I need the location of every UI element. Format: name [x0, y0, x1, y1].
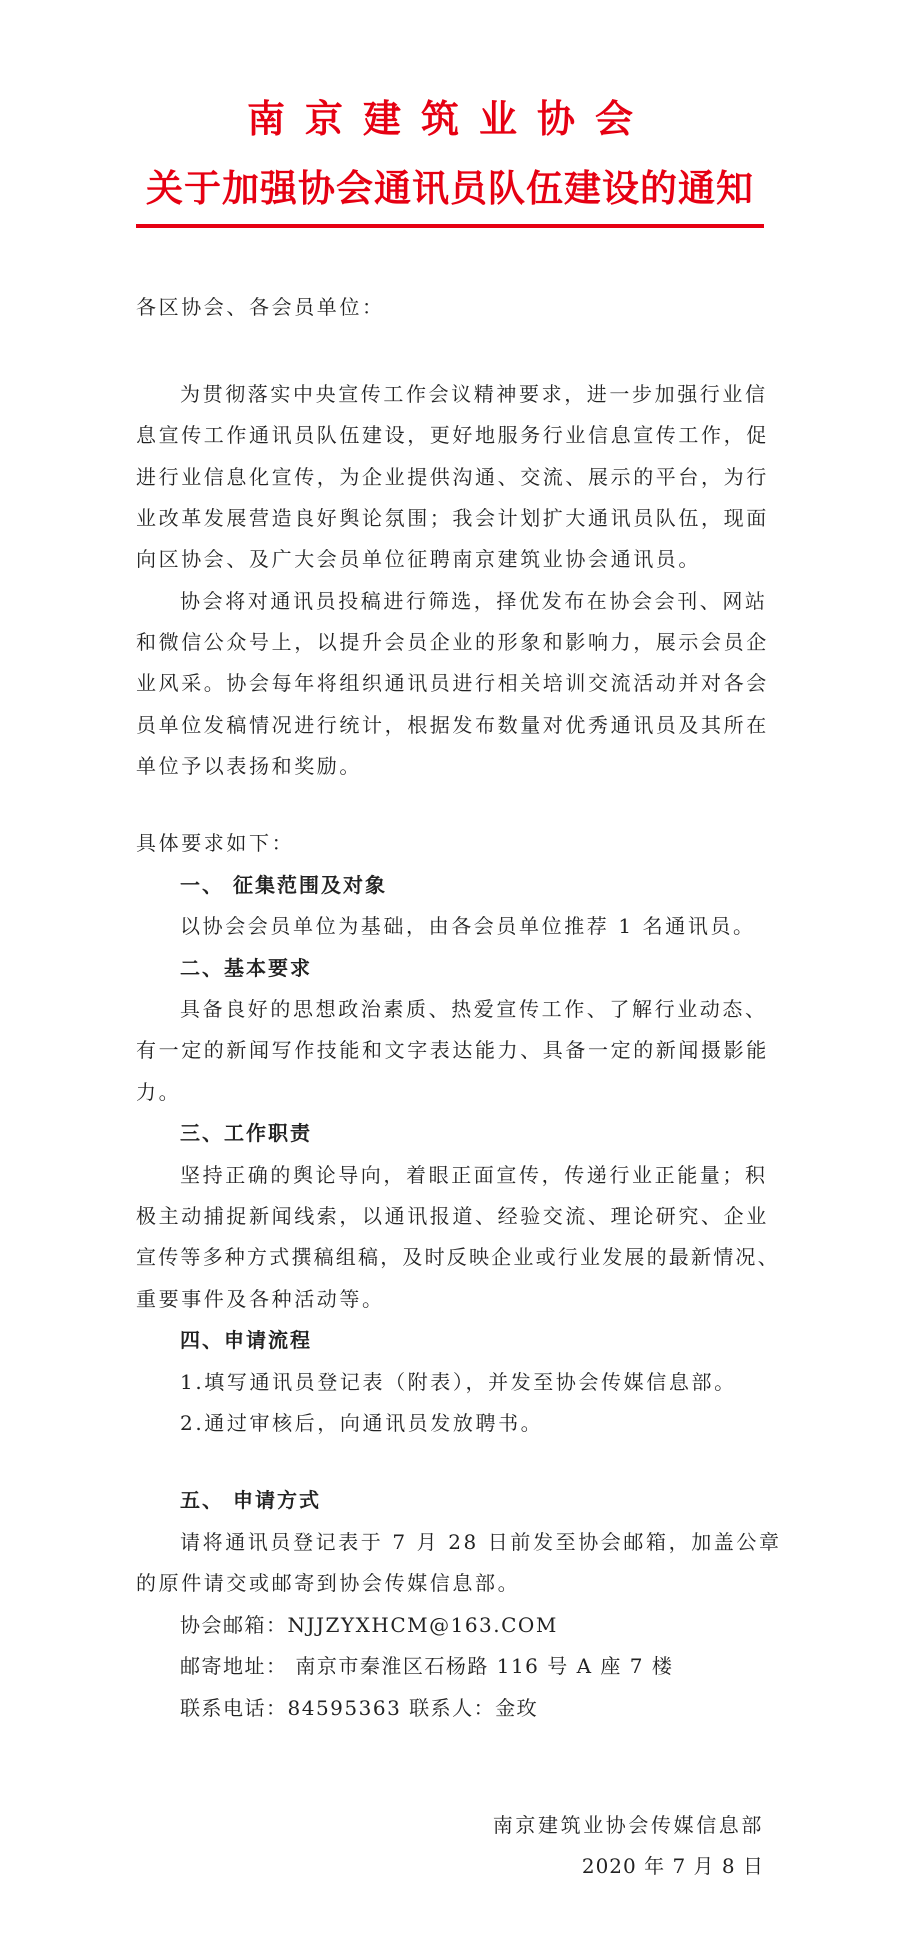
section-line: 的原件请交或邮寄到协会传媒信息部。 [136, 1571, 521, 1595]
organization-name: 南京建筑业协会 [246, 97, 653, 141]
paragraph-line: 协会将对通讯员投稿进行筛选，择优发布在协会会刊、网站 [180, 589, 768, 613]
paragraph-line: 向区协会、及广大会员单位征聘南京建筑业协会通讯员。 [136, 547, 701, 571]
section-line: 极主动捕捉新闻线索，以通讯报道、经验交流、理论研究、企业 [136, 1204, 769, 1228]
paragraph-line: 员单位发稿情况进行统计，根据发布数量对优秀通讯员及其所在 [136, 713, 769, 737]
greeting: 各区协会、各会员单位： [136, 295, 385, 319]
section-heading: 五、 申请方式 [180, 1488, 321, 1512]
contact-email: 协会邮箱：NJJZYXHCM@163.COM [180, 1613, 558, 1637]
red-divider [136, 224, 764, 228]
contact-address: 邮寄地址： 南京市秦淮区石杨路 116 号 A 座 7 楼 [180, 1654, 674, 1678]
section-heading: 四、申请流程 [180, 1328, 312, 1352]
section-line: 坚持正确的舆论导向，着眼正面宣传，传递行业正能量；积 [180, 1163, 768, 1187]
signature-date: 2020 年 7 月 8 日 [581, 1854, 764, 1878]
paragraph-line: 和微信公众号上，以提升会员企业的形象和影响力，展示会员企 [136, 630, 769, 654]
section-line: 2.通过审核后，向通讯员发放聘书。 [180, 1411, 544, 1435]
section-line: 具备良好的思想政治素质、热爱宣传工作、了解行业动态、 [180, 997, 768, 1021]
section-line: 以协会会员单位为基础，由各会员单位推荐 1 名通讯员。 [180, 914, 756, 938]
section-line: 力。 [136, 1080, 182, 1104]
section-line: 1.填写通讯员登记表（附表），并发至协会传媒信息部。 [180, 1370, 737, 1394]
section-heading: 三、工作职责 [180, 1121, 312, 1145]
paragraph-line: 为贯彻落实中央宣传工作会议精神要求，进一步加强行业信 [180, 382, 768, 406]
section-line: 请将通讯员登记表于 7 月 28 日前发至协会邮箱，加盖公章 [180, 1530, 782, 1554]
requirements-intro: 具体要求如下： [136, 831, 295, 855]
section-line: 重要事件及各种活动等。 [136, 1287, 385, 1311]
paragraph-line: 进行业信息化宣传，为企业提供沟通、交流、展示的平台，为行 [136, 465, 769, 489]
section-line: 宣传等多种方式撰稿组稿，及时反映企业或行业发展的最新情况、 [136, 1245, 780, 1269]
notice-title: 关于加强协会通讯员队伍建设的通知 [146, 167, 754, 210]
section-heading: 二、基本要求 [180, 956, 312, 980]
section-heading: 一、 征集范围及对象 [180, 873, 387, 897]
signature-department: 南京建筑业协会传媒信息部 [492, 1813, 764, 1837]
paragraph-line: 业改革发展营造良好舆论氛围；我会计划扩大通讯员队伍，现面 [136, 506, 769, 530]
paragraph-line: 业风采。协会每年将组织通讯员进行相关培训交流活动并对各会 [136, 671, 769, 695]
paragraph-line: 单位予以表扬和奖励。 [136, 754, 362, 778]
paragraph-line: 息宣传工作通讯员队伍建设，更好地服务行业信息宣传工作，促 [136, 423, 769, 447]
contact-phone: 联系电话：84595363 联系人：金玫 [180, 1696, 539, 1720]
section-line: 有一定的新闻写作技能和文字表达能力、具备一定的新闻摄影能 [136, 1038, 769, 1062]
